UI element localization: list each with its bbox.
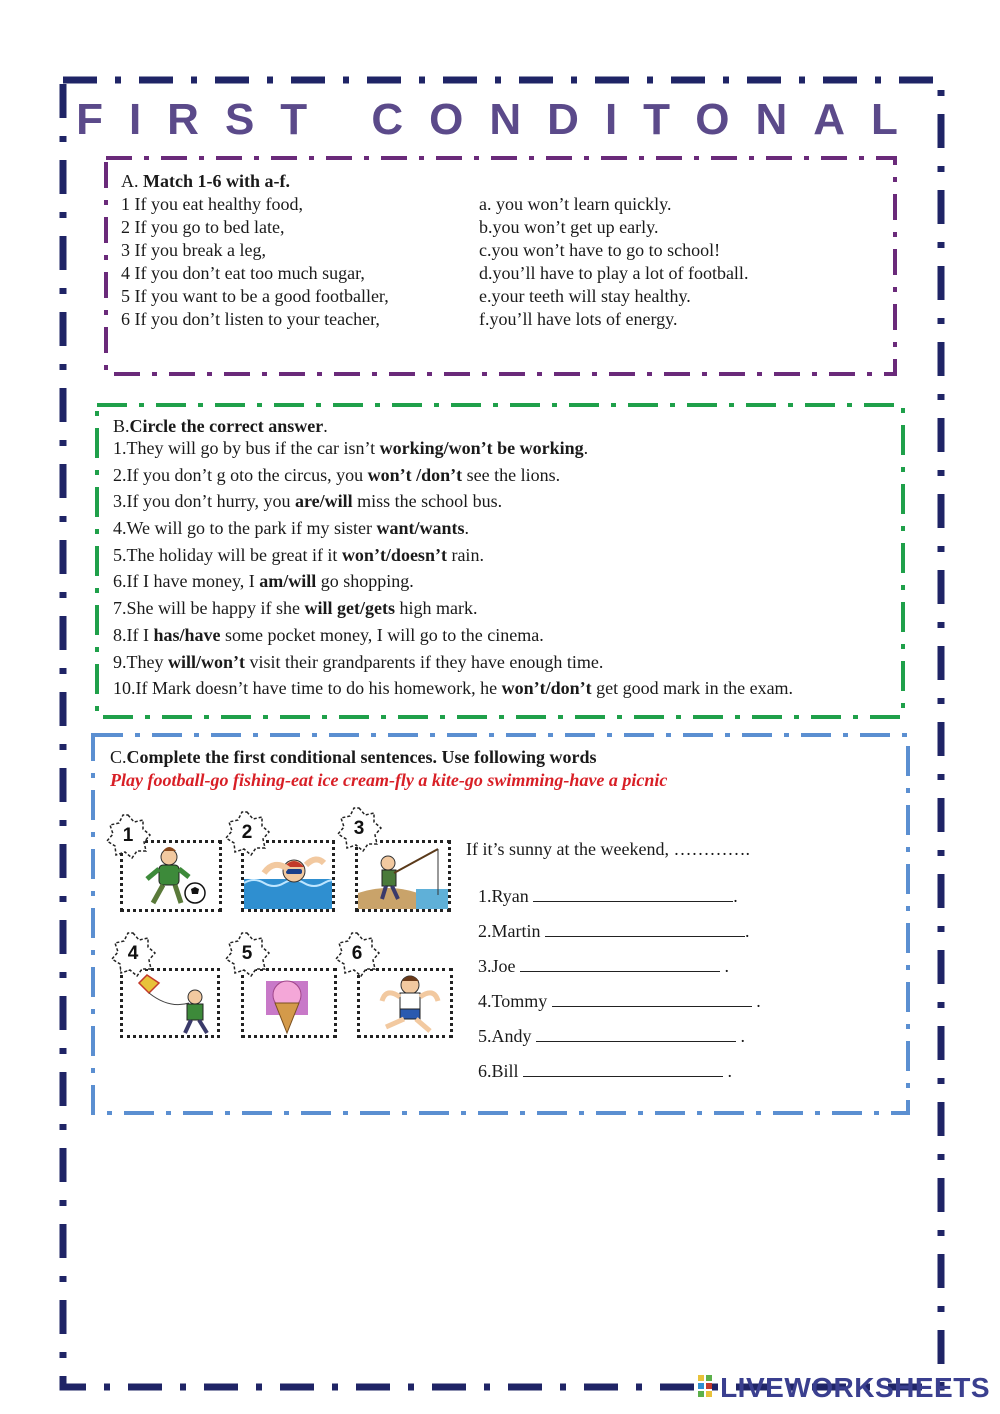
section-c-heading [110,746,596,769]
badge-6 [334,931,380,977]
sentence-text: 4.We will go to the park if my sister [113,518,377,539]
sentence-text: high mark. [394,598,478,619]
badge-number: 2 [241,822,253,843]
section-b-suffix: . [323,416,328,436]
answer-row [478,955,729,978]
sentence-text: 3.If you don’t hurry, you [113,491,295,512]
liveworksheets-logo [698,1372,990,1406]
answer-choice[interactable]: will get/gets [304,598,395,619]
section-a-left-list [121,193,389,331]
match-right-item: a. you won’t learn quickly. [479,194,672,214]
section-c-prefix: C. [110,747,127,767]
circle-sentence [113,544,793,571]
section-a-right-list [479,193,748,331]
answer-choice[interactable]: won’t /don’t [367,464,463,485]
sentence-text: 10.If Mark doesn’t have time to do his homework, he [113,678,502,699]
page-title [60,92,940,148]
badge-number: 5 [241,943,253,964]
section-b-sentences [113,437,793,704]
match-right-item: e.your teeth will stay healthy. [479,286,691,306]
logo-mark-icon [698,1375,720,1401]
badge-2 [224,810,270,856]
circle-sentence [113,437,793,464]
sentence-text: 6.If I have money, I [113,571,260,592]
answer-blank-6[interactable] [523,1060,723,1077]
answer-end: . [723,1061,733,1081]
sentence-text: 9.They [113,651,168,672]
sentence-text: 5.The holiday will be great if it [113,544,342,565]
picture-kite [120,968,220,1038]
match-left-item: 2 If you go to bed late, [121,217,285,237]
picture-ice-cream [241,968,337,1038]
answer-row [478,1060,732,1083]
circle-sentence [113,651,793,678]
answer-blank-5[interactable] [536,1025,736,1042]
sentence-text: some pocket money, I will go to the cinema. [220,624,544,645]
sentence-text: 8.If I [113,624,154,645]
sentence-text: 7.She will be happy if she [113,598,305,619]
section-a-prefix: A. [121,171,139,191]
answer-label: 2.Martin [478,921,541,941]
circle-sentence [113,517,793,544]
match-left-item: 3 If you break a leg, [121,240,266,260]
page-title-text: FIRST CONDITONAL [76,95,924,144]
circle-sentence [113,490,793,517]
fisherman-icon [358,843,448,909]
sentence-text: . [464,518,470,539]
answer-blank-1[interactable] [533,885,733,902]
sentence-text: 2.If you don’t g oto the circus, you [113,464,368,485]
answer-choice[interactable]: won’t/doesn’t [341,544,447,565]
badge-4 [110,931,156,977]
word-bank: Play football-go fishing-eat ice cream-fly a kite-go swimming-have a picnic [110,770,668,790]
sentence-text: see the lions. [462,464,561,485]
answer-choice[interactable]: has/have [153,624,221,645]
section-b-instruction: Circle the correct answer [129,416,324,436]
ice-cream-icon [244,971,334,1035]
answer-label: 6.Bill [478,1061,519,1081]
answer-choice[interactable]: working/won’t be working [379,438,584,458]
logo-text: LIVEWORKSHEETS [720,1372,990,1403]
match-right-item: c.you won’t have to go to school! [479,240,721,260]
section-b-prefix: B. [113,416,130,436]
circle-sentence [113,464,793,491]
sentence-text: 1.They will go by bus if the car isn’t [113,438,380,458]
running-man-icon [360,971,450,1035]
answer-choice[interactable]: want/wants [376,518,465,539]
answer-end: . [745,921,750,941]
sentence-text: go shopping. [316,571,414,592]
badge-3 [336,806,382,852]
answer-choice[interactable]: are/will [294,491,353,512]
answer-choice[interactable]: will/won’t [167,651,245,672]
section-a-instruction: Match 1-6 with a-f. [143,171,290,191]
answer-blank-4[interactable] [552,990,752,1007]
answer-row [478,885,738,908]
sentence-text: get good mark in the exam. [591,678,794,699]
section-a-heading [121,170,290,193]
circle-sentence [113,624,793,651]
badge-number: 3 [353,818,365,839]
match-left-item: 1 If you eat healthy food, [121,194,303,214]
answer-label: 3.Joe [478,956,516,976]
answer-end: . [733,886,738,906]
badge-1 [105,813,151,859]
answer-blank-2[interactable] [545,920,745,937]
answer-end: . [736,1026,745,1046]
badge-number: 6 [351,943,363,964]
answer-choice[interactable]: am/will [259,571,317,592]
badge-number: 4 [127,943,139,964]
section-b-heading [113,415,328,438]
answer-blank-3[interactable] [520,955,720,972]
sentence-text: miss the school bus. [352,491,503,512]
answer-label: 4.Tommy [478,991,548,1011]
sentence-text: rain. [446,544,484,565]
section-c-prompt: If it’s sunny at the weekend, …………. [466,839,750,859]
answer-choice[interactable]: won’t/don’t [501,678,592,699]
picture-picnic [357,968,453,1038]
answer-row [478,1025,745,1048]
match-left-item: 4 If you don’t eat too much sugar, [121,263,365,283]
circle-sentence [113,597,793,624]
kite-icon [123,971,217,1035]
badge-number: 1 [122,825,134,846]
match-right-item: d.you’ll have to play a lot of football. [479,263,749,283]
answer-row [478,920,750,943]
sentence-text: . [583,438,589,458]
match-left-item: 5 If you want to be a good footballer, [121,286,389,306]
match-right-item: f.you’ll have lots of energy. [479,309,678,329]
match-left-item: 6 If you don’t listen to your teacher, [121,309,380,329]
badge-5 [224,931,270,977]
circle-sentence [113,677,793,704]
circle-sentence [113,570,793,597]
answer-end: . [751,991,761,1011]
match-right-item: b.you won’t get up early. [479,217,659,237]
answer-label: 1.Ryan [478,886,529,906]
section-c-instruction: Complete the first conditional sentences. Use following words [126,747,597,767]
answer-end: . [720,956,729,976]
answer-label: 5.Andy [478,1026,532,1046]
answer-row [478,990,761,1013]
sentence-text: visit their grandparents if they have enough time. [245,651,604,672]
